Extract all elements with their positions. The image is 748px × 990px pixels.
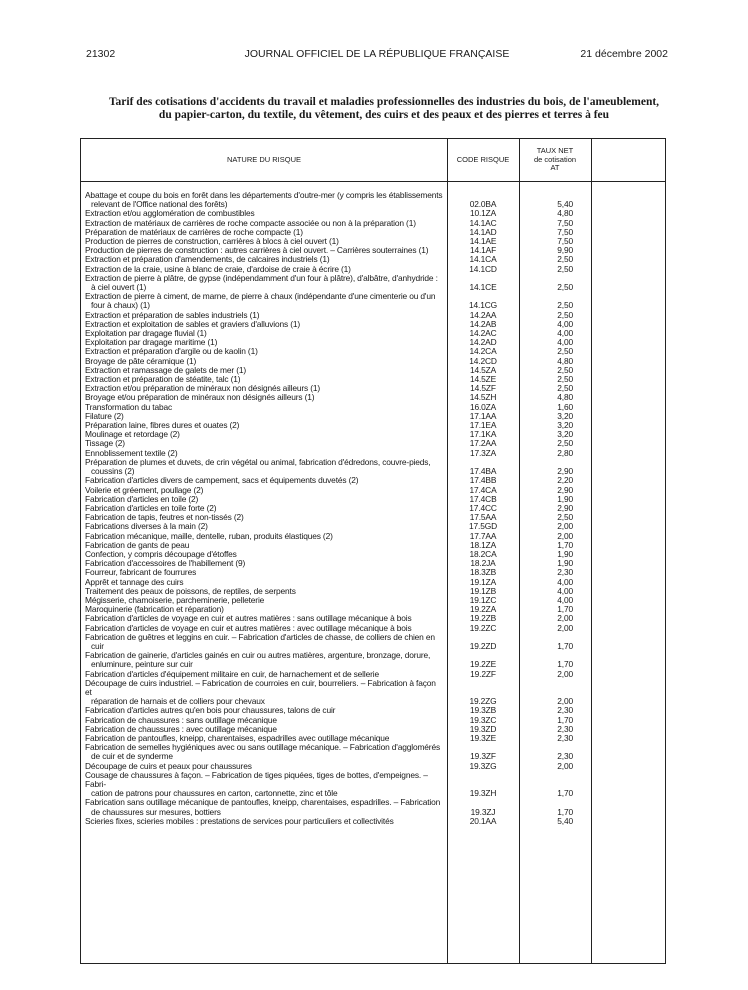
- rate-value: 2,50: [557, 282, 573, 293]
- risk-nature-line: Fabrications diverses à la main (2): [85, 521, 208, 532]
- risk-code: 19.2ZB: [469, 613, 497, 624]
- risk-nature-line: Fabrication d'articles en toile forte (2): [85, 502, 217, 513]
- rate-value: 4,00: [557, 576, 573, 587]
- rate-value: 2,50: [557, 346, 573, 357]
- table-body: [81, 191, 665, 826]
- risk-code: 14.2AD: [469, 337, 497, 348]
- table-row: [81, 798, 665, 816]
- risk-nature-line: Fabrication sans outillage mécanique de pantoufles, kneipp, charentaises, espadrilles. – Fabrication: [85, 797, 441, 808]
- risk-code: 18.2JA: [470, 558, 496, 569]
- rate-value: 2,80: [557, 447, 573, 458]
- rate-value: 3,20: [557, 429, 573, 440]
- risk-nature-line: Abattage et coupe du bois en forêt dans les départements d'outre-mer (y compris les établissements: [85, 190, 443, 200]
- risk-nature-line: Cousage de chaussures à façon. – Fabrication de tiges piquées, tiges de bottes, d'empeignes. – Fabri-: [85, 769, 428, 789]
- risk-nature-line: Fabrication de chaussures : sans outillage mécanique: [85, 714, 277, 725]
- risk-nature-line: Transformation du tabac: [85, 401, 173, 412]
- risk-nature-line: Fabrication mécanique, maille, dentelle, ruban, produits élastiques (2): [85, 530, 333, 541]
- risk-code: 14.1AE: [469, 236, 497, 247]
- rate-value: 2,30: [557, 567, 573, 578]
- risk-nature: [81, 403, 447, 412]
- risk-nature: [81, 798, 447, 816]
- risk-code: 19.3ZE: [469, 732, 497, 743]
- risk-nature-line: Extraction et préparation d'argile ou de kaolin (1): [85, 346, 258, 357]
- risk-nature-line: Extraction et/ou préparation de minéraux non désignés ailleurs (1): [85, 383, 320, 394]
- risk-code: 17.4CC: [469, 502, 497, 513]
- rate-value: 2,30: [557, 723, 573, 734]
- title-line-2: du papier-carton, du textile, du vêtement, des cuirs et des peaux et des pierres et terres à feu: [158, 109, 610, 121]
- risk-nature-line: Tissage (2): [85, 438, 125, 449]
- risk-nature-line: Extraction de pierre à ciment, de marne, de pierre à chaux (indépendante d'une cimenterie ou d'un: [85, 291, 436, 302]
- risk-code: 17.4CA: [469, 484, 497, 495]
- rate-value: 1,90: [557, 493, 573, 504]
- rate-value: 5,40: [557, 199, 573, 210]
- table-row: [81, 403, 665, 412]
- rate-value: 1,70: [557, 788, 573, 799]
- risk-code: 17.4BB: [469, 475, 497, 486]
- risk-code: 14.5ZH: [469, 392, 497, 403]
- header-taux-line2: de cotisation: [533, 154, 577, 164]
- table-row: [81, 743, 665, 761]
- risk-code: 19.3ZG: [469, 760, 497, 771]
- rate-value: 2,50: [557, 512, 573, 523]
- rate-value: 7,50: [557, 217, 573, 228]
- risk-code: 19.2ZA: [469, 604, 497, 615]
- risk-nature-line: Production de pierres de construction, carrières à blocs à ciel ouvert (1): [85, 236, 339, 247]
- rate-value: 2,50: [557, 383, 573, 394]
- risk-nature-line: réparation de harnais et de colliers pour chevaux: [91, 696, 265, 707]
- risk-nature-line: Exploitation par dragage maritime (1): [85, 337, 218, 348]
- rate-value: 2,00: [557, 521, 573, 532]
- header-code: CODE RISQUE: [456, 154, 510, 164]
- risk-nature-line: Filature (2): [85, 410, 124, 421]
- risk-code: 18.3ZB: [469, 567, 497, 578]
- risk-nature-line: Fabrication de gainerie, d'articles gainés en cuir ou autres matières, argenture, bronzage, dorure,: [85, 650, 431, 661]
- risk-nature-line: Fabrication de gants de peau: [85, 539, 190, 550]
- rate-value: 1,70: [557, 714, 573, 725]
- rates-table: [80, 138, 666, 964]
- risk-code: 19.1ZA: [469, 576, 497, 587]
- risk-nature-line: Fabrication d'articles de voyage en cuir et autres matières : sans outillage mécanique à bois: [85, 613, 412, 624]
- risk-nature-line: Fabrication d'accessoires de l'habillement (9): [85, 558, 246, 569]
- table-row: [81, 458, 665, 476]
- risk-nature: [81, 679, 447, 707]
- rate-value: 4,00: [557, 328, 573, 339]
- risk-nature-line: Fourreur, fabricant de fourrures: [85, 567, 197, 578]
- risk-code: 19.2ZG: [469, 696, 497, 707]
- risk-code: 19.2ZC: [469, 622, 497, 633]
- risk-code: 19.2ZE: [469, 659, 497, 670]
- rate-value: 2,30: [557, 732, 573, 743]
- risk-nature-line: Extraction et préparation d'amendements, de calcaires industriels (1): [85, 254, 330, 265]
- header-taux: [519, 139, 591, 181]
- publication-date: 21 décembre 2002: [580, 48, 668, 60]
- risk-code: 17.5AA: [469, 512, 497, 523]
- risk-nature-line: Moulinage et retordage (2): [85, 429, 180, 440]
- page-number: 21302: [86, 48, 116, 60]
- risk-code: 17.1KA: [469, 429, 497, 440]
- rate-value: 2,90: [557, 466, 573, 477]
- risk-nature: [81, 458, 447, 476]
- risk-nature-line: four à chaux) (1): [91, 300, 150, 311]
- rate-value: 5,40: [557, 815, 573, 826]
- risk-code: 19.3ZH: [469, 788, 497, 799]
- risk-nature-line: Extraction et/ou agglomération de combustibles: [85, 208, 255, 219]
- risk-nature-line: à ciel ouvert (1): [91, 282, 147, 293]
- header-nature: NATURE DU RISQUE: [226, 154, 302, 164]
- risk-code: 19.3ZC: [469, 714, 497, 725]
- rate-value: 4,80: [557, 208, 573, 219]
- risk-code: 14.2AA: [469, 309, 497, 320]
- risk-nature: [81, 743, 447, 761]
- risk-nature-line: Mégisserie, chamoiserie, parcheminerie, pelleterie: [85, 594, 265, 605]
- risk-code: 14.1AC: [469, 217, 497, 228]
- rate-value: 7,50: [557, 236, 573, 247]
- risk-code: 14.1CE: [469, 282, 497, 293]
- risk-code: 17.1EA: [469, 420, 497, 431]
- rate-value: 4,00: [557, 594, 573, 605]
- risk-nature-line: Fabrication de pantoufles, kneipp, charentaises, espadrilles avec outillage mécanique: [85, 732, 390, 743]
- rate-value: 1,70: [557, 659, 573, 670]
- risk-code: 17.2AA: [469, 438, 497, 449]
- risk-code: 19.1ZB: [469, 585, 497, 596]
- title-line-1: Tarif des cotisations d'accidents du travail et maladies professionnelles des industries du bois, de l'ameublement,: [108, 96, 660, 108]
- rate-value: 2,90: [557, 502, 573, 513]
- rate-value: 1,90: [557, 548, 573, 559]
- risk-code: 14.5ZA: [469, 364, 497, 375]
- risk-code: 19.2ZF: [470, 668, 496, 679]
- risk-code: 19.3ZJ: [470, 806, 496, 817]
- risk-nature-line: de chaussures sur mesures, bottiers: [91, 806, 221, 817]
- rate-value: 2,50: [557, 300, 573, 311]
- risk-nature-line: Extraction et préparation de sables industriels (1): [85, 309, 260, 320]
- risk-nature: [81, 771, 447, 799]
- risk-code: 17.4CB: [469, 493, 497, 504]
- rate-value: 2,00: [557, 530, 573, 541]
- rate-value: 2,00: [557, 622, 573, 633]
- header-taux-line3: AT: [550, 163, 560, 173]
- risk-nature-line: Préparation laine, fibres dures et ouates (2): [85, 420, 240, 431]
- rate-value: 4,00: [557, 337, 573, 348]
- risk-nature-line: de cuir et de synderme: [91, 751, 173, 762]
- risk-nature: [81, 651, 447, 669]
- document-title: [60, 96, 708, 122]
- risk-nature-line: Préparation de matériaux de carrières de roche compacte (1): [85, 226, 303, 237]
- risk-code: 17.3ZA: [469, 447, 497, 458]
- risk-code: 19.3ZD: [469, 723, 497, 734]
- risk-nature-line: Extraction et exploitation de sables et graviers d'alluvions (1): [85, 318, 300, 329]
- risk-nature-line: Production de pierres de construction : autres carrières à ciel ouvert. – Carrières souterraines (1): [85, 245, 429, 256]
- risk-code: 14.2CD: [469, 355, 497, 366]
- risk-code: 16.0ZA: [469, 401, 497, 412]
- rate-value: 9,90: [557, 245, 573, 256]
- risk-code: 19.3ZB: [469, 705, 497, 716]
- risk-nature-line: coussins (2): [91, 466, 135, 477]
- table-row: [81, 191, 665, 209]
- risk-nature-line: Apprêt et tannage des cuirs: [85, 576, 184, 587]
- rate-value: 2,50: [557, 263, 573, 274]
- risk-nature: [81, 633, 447, 651]
- risk-nature: [81, 191, 447, 209]
- rate-value: 1,70: [557, 604, 573, 615]
- rate-value: 4,80: [557, 355, 573, 366]
- table-row: [81, 274, 665, 292]
- risk-nature-line: Scieries fixes, scieries mobiles : prestations de services pour particuliers et collectivités: [85, 815, 394, 826]
- rate-value: 2,50: [557, 374, 573, 385]
- risk-nature-line: Fabrication d'articles en toile (2): [85, 493, 199, 504]
- risk-code: 19.3ZF: [470, 751, 496, 762]
- risk-nature-line: Fabrication de semelles hygiéniques avec ou sans outillage mécanique. – Fabrication d'agglomérés: [85, 742, 440, 753]
- risk-code: 18.2CA: [469, 548, 497, 559]
- journal-title: JOURNAL OFFICIEL DE LA RÉPUBLIQUE FRANÇAISE: [244, 48, 510, 60]
- risk-nature-line: Découpage de cuirs et peaux pour chaussures: [85, 760, 252, 771]
- rate-value: 1,70: [557, 539, 573, 550]
- risk-code: 14.1AD: [469, 226, 497, 237]
- risk-nature: [81, 817, 447, 826]
- rate-value: 2,00: [557, 760, 573, 771]
- risk-code: 17.5GD: [469, 521, 497, 532]
- risk-nature: [81, 292, 447, 310]
- risk-code: 14.1AF: [469, 245, 497, 256]
- table-row: [81, 651, 665, 669]
- risk-nature-line: Préparation de plumes et duvets, de crin végétal ou animal, fabrication d'édredons, couvre-pieds,: [85, 456, 431, 467]
- rate-value: 2,50: [557, 309, 573, 320]
- rate-value: 4,00: [557, 585, 573, 596]
- rate-value: 2,20: [557, 475, 573, 486]
- rate-value: 1,70: [557, 640, 573, 651]
- rate-value: 2,50: [557, 254, 573, 265]
- risk-nature-line: relevant de l'Office national des forêts): [91, 199, 228, 210]
- risk-nature-line: Fabrication d'articles de voyage en cuir et autres matières : avec outillage mécanique à bois: [85, 622, 412, 633]
- risk-code: 14.2AC: [469, 328, 497, 339]
- risk-nature-line: Extraction de la craie, usine à blanc de craie, d'ardoise de craie à écrire (1): [85, 263, 351, 274]
- risk-code: 17.7AA: [469, 530, 497, 541]
- risk-nature-line: Broyage de pâte céramique (1): [85, 355, 197, 366]
- risk-nature-line: Fabrication d'articles autres qu'en bois pour chaussures, talons de cuir: [85, 705, 336, 716]
- rate-value: 2,00: [557, 613, 573, 624]
- risk-nature-line: Fabrication d'articles divers de campement, sacs et équipements duvetés (2): [85, 475, 359, 486]
- table-row: [81, 817, 665, 826]
- risk-code: 14.1CA: [469, 254, 497, 265]
- risk-code: 20.1AA: [469, 815, 497, 826]
- risk-code: 19.1ZC: [469, 594, 497, 605]
- rate-value: 1,60: [557, 401, 573, 412]
- rate-value: 7,50: [557, 226, 573, 237]
- risk-code: 02.0BA: [469, 199, 497, 210]
- rate-value: 3,20: [557, 410, 573, 421]
- risk-nature-line: Confection, y compris découpage d'étoffes: [85, 548, 237, 559]
- rate-value: 1,70: [557, 806, 573, 817]
- risk-nature-line: Découpage de cuirs industriel. – Fabrication de courroies en cuir, bourreliers. – Fabrication à façon et: [85, 677, 436, 697]
- risk-nature-line: Fabrication d'articles d'équipement militaire en cuir, de harnachement et de sellerie: [85, 668, 379, 679]
- risk-nature-line: Exploitation par dragage fluvial (1): [85, 328, 207, 339]
- table-row: [81, 679, 665, 707]
- rate-value: 1,90: [557, 558, 573, 569]
- risk-nature-line: Extraction et ramassage de galets de mer (1): [85, 364, 246, 375]
- rate-value: 2,90: [557, 484, 573, 495]
- risk-nature-line: Traitement des peaux de poissons, de reptiles, de serpents: [85, 585, 296, 596]
- risk-nature-line: Extraction de pierre à plâtre, de gypse (indépendamment d'un four à plâtre), d'albâtre, d'anhydride :: [85, 272, 438, 283]
- header-taux-line1: TAUX NET: [536, 146, 574, 156]
- risk-nature-line: Broyage et/ou préparation de minéraux non désignés ailleurs (1): [85, 392, 315, 403]
- rate-value: 2,30: [557, 751, 573, 762]
- rate-value: 2,50: [557, 364, 573, 375]
- risk-code: 14.5ZF: [470, 383, 496, 394]
- risk-code: 10.1ZA: [469, 208, 497, 219]
- rate-value: 4,80: [557, 392, 573, 403]
- risk-code: 14.1CG: [469, 300, 497, 311]
- table-row: [81, 430, 665, 439]
- risk-code: 14.5ZE: [469, 374, 497, 385]
- table-row: [81, 771, 665, 799]
- header-divider: [81, 181, 665, 182]
- rate-value: 2,00: [557, 668, 573, 679]
- risk-code: 14.2AB: [469, 318, 497, 329]
- risk-code: 17.4BA: [469, 466, 497, 477]
- risk-nature-line: Voilerie et gréement, poullage (2): [85, 484, 204, 495]
- risk-code: 18.1ZA: [469, 539, 497, 550]
- risk-nature-line: Fabrication de tapis, feutres et non-tissés (2): [85, 512, 244, 523]
- risk-nature-line: Fabrication de chaussures : avec outillage mécanique: [85, 723, 277, 734]
- risk-nature-line: Extraction de matériaux de carrières de roche compacte associée ou non à la préparation (1): [85, 217, 416, 228]
- risk-nature-line: Maroquinerie (fabrication et réparation): [85, 604, 224, 615]
- risk-nature-line: cuir: [91, 640, 104, 651]
- risk-code: 19.2ZD: [469, 640, 497, 651]
- rate-value: 4,00: [557, 318, 573, 329]
- risk-nature-line: Extraction et préparation de stéatite, talc (1): [85, 374, 241, 385]
- risk-nature: [81, 274, 447, 292]
- risk-nature-line: enluminure, peinture sur cuir: [91, 659, 193, 670]
- risk-nature-line: cation de patrons pour chaussures en carton, cartonnette, zinc et tôle: [91, 788, 338, 799]
- page-header: [86, 48, 668, 62]
- risk-code: 14.2CA: [469, 346, 497, 357]
- rate-value: 2,00: [557, 696, 573, 707]
- rate-value: 2,50: [557, 438, 573, 449]
- table-row: [81, 633, 665, 651]
- rate-value: 3,20: [557, 420, 573, 431]
- risk-code: 14.1CD: [469, 263, 497, 274]
- risk-code: 17.1AA: [469, 410, 497, 421]
- risk-nature-line: Fabrication de guêtres et leggins en cuir. – Fabrication d'articles de chasse, de colliers de chien en: [85, 631, 435, 642]
- rate-value: 2,30: [557, 705, 573, 716]
- risk-nature-line: Ennoblissement textile (2): [85, 447, 178, 458]
- risk-nature: [81, 430, 447, 439]
- table-row: [81, 292, 665, 310]
